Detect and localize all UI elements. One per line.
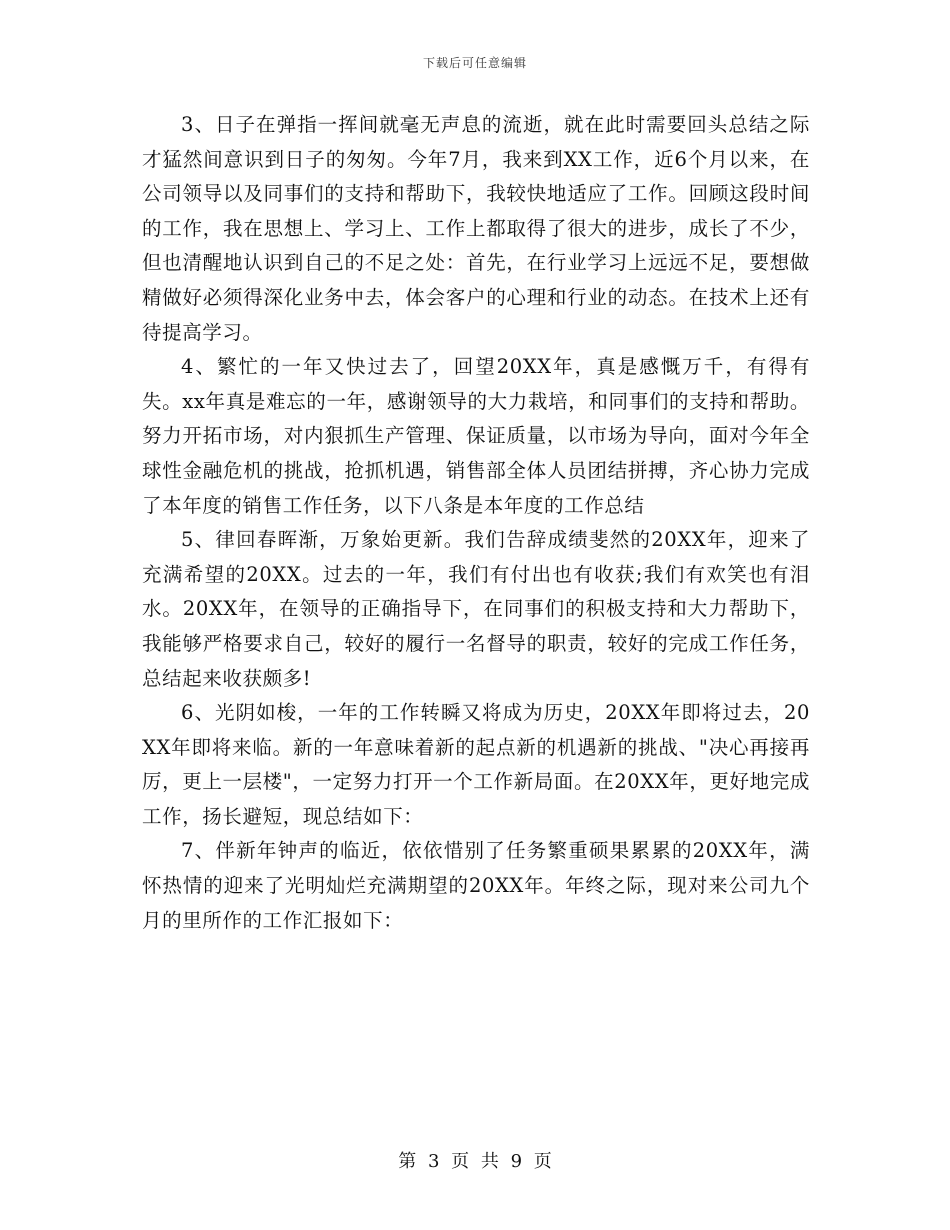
paragraph-7: 7、伴新年钟声的临近，依依惜别了任务繁重硕果累累的20XX年，满怀热情的迎来了光明灿烂充满期望的20XX年。年终之际，现对来公司九个月的里所作的工作汇报如下： bbox=[142, 839, 810, 932]
paragraph-5: 5、律回春晖渐，万象始更新。我们告辞成绩斐然的20XX年，迎来了充满希望的20XX。过去的一年，我们有付出也有收获;我们有欢笑也有泪水。20XX年，在领导的正确指导下，在同事们的积极支持和大力帮助下，我能够严格要求自己，较好的履行一名督导的职责，较好的完成工作任务，总结起来收获颇多! bbox=[142, 528, 810, 690]
paragraph-6: 6、光阴如梭，一年的工作转瞬又将成为历史，20XX年即将过去，20XX年即将来临。新的一年意味着新的起点新的机遇新的挑战、"决心再接再厉，更上一层楼"，一定努力打开一个工作新局面。在20XX年，更好地完成工作，扬长避短，现总结如下： bbox=[142, 701, 810, 828]
paragraph-3: 3、日子在弹指一挥间就毫无声息的流逝，就在此时需要回头总结之际才猛然间意识到日子的匆匆。今年7月，我来到XX工作，近6个月以来，在公司领导以及同事们的支持和帮助下，我较快地适应了工作。回顾这段时间的工作，我在思想上、学习上、工作上都取得了很大的进步，成长了不少，但也清醒地认识到自己的不足之处：首先，在行业学习上远远不足，要想做精做好必须得深化业务中去，体会客户的心理和行业的动态。在技术上还有待提高学习。 bbox=[142, 113, 810, 344]
header-note: 下载后可任意编辑 bbox=[422, 56, 527, 70]
page-number: 第 3 页 共 9 页 bbox=[398, 1151, 552, 1172]
document-body bbox=[142, 108, 810, 938]
paragraph-4: 4、繁忙的一年又快过去了，回望20XX年，真是感慨万千，有得有失。xx年真是难忘的一年，感谢领导的大力栽培，和同事们的支持和帮助。努力开拓市场，对内狠抓生产管理、保证质量，以市场为导向，面对今年全球性金融危机的挑战，抢抓机遇，销售部全体人员团结拼搏，齐心协力完成了本年度的销售工作任务，以下八条是本年度的工作总结 bbox=[142, 355, 810, 517]
